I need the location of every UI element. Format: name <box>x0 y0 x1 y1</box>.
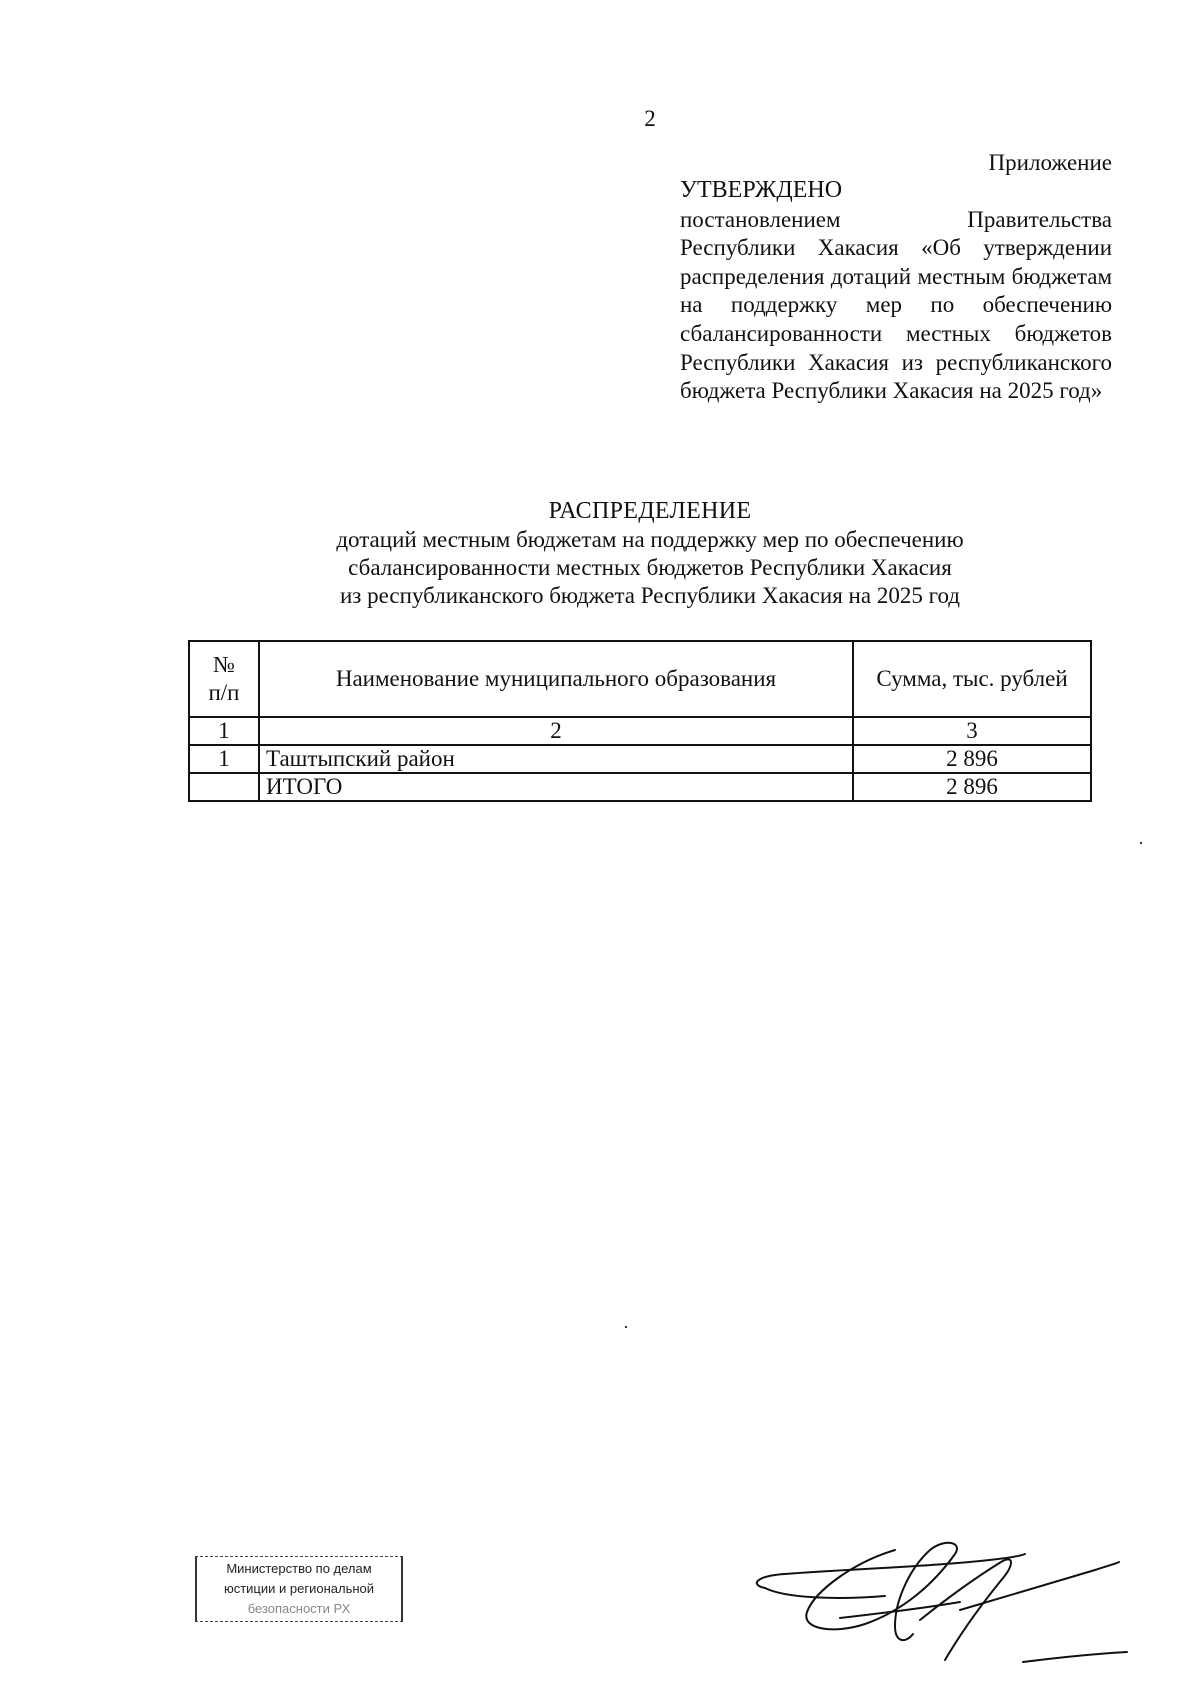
approved-label: УТВЕРЖДЕНО <box>680 177 843 203</box>
document-title-block <box>0 496 1200 610</box>
distribution-table <box>188 640 1092 802</box>
scan-speck <box>625 1326 627 1328</box>
column-number: 2 <box>259 717 853 745</box>
handwritten-signature <box>745 1530 1145 1680</box>
stamp-line: юстиции и региональной <box>223 1581 375 1596</box>
table-total-row <box>189 773 1091 801</box>
column-number: 3 <box>853 717 1091 745</box>
header-municipality: Наименование муниципального образования <box>259 641 853 717</box>
document-title: РАСПРЕДЕЛЕНИЕ <box>548 498 752 524</box>
stamp-line: безопасности РХ <box>247 1601 351 1616</box>
row-total-label: ИТОГО <box>259 773 853 801</box>
ministry-stamp <box>195 1556 403 1622</box>
table-row <box>189 745 1091 773</box>
row-number <box>189 773 259 801</box>
page-number: 2 <box>644 106 656 131</box>
row-total-sum: 2 896 <box>853 773 1091 801</box>
row-municipality: Таштыпский район <box>259 745 853 773</box>
column-number-row <box>189 717 1091 745</box>
row-number: 1 <box>189 745 259 773</box>
header-sum: Сумма, тыс. рублей <box>853 641 1091 717</box>
scan-speck <box>1140 842 1142 844</box>
document-subtitle: дотаций местным бюджетам на поддержку мер по обеспечению сбалансированности местных бюджетов Республики Хакасия из республиканского бюджета Республики Хакасия на 2025 год <box>336 527 964 608</box>
row-sum: 2 896 <box>853 745 1091 773</box>
annex-label: Приложение <box>988 150 1112 175</box>
table-header-row <box>189 641 1091 717</box>
approval-text: постановлением Правительства Республики Хакасия «Об утверждении распределения дотаций местным бюджетам на поддержку мер по обеспечению сбалансированности местных бюджетов Республики Хакасия из республиканского бюджета Республики Хакасия на 2025 год» <box>680 206 1112 404</box>
column-number: 1 <box>189 717 259 745</box>
stamp-line: Министерство по делам <box>226 1561 372 1576</box>
header-number: № п/п <box>189 641 259 717</box>
approval-block <box>680 176 1112 406</box>
